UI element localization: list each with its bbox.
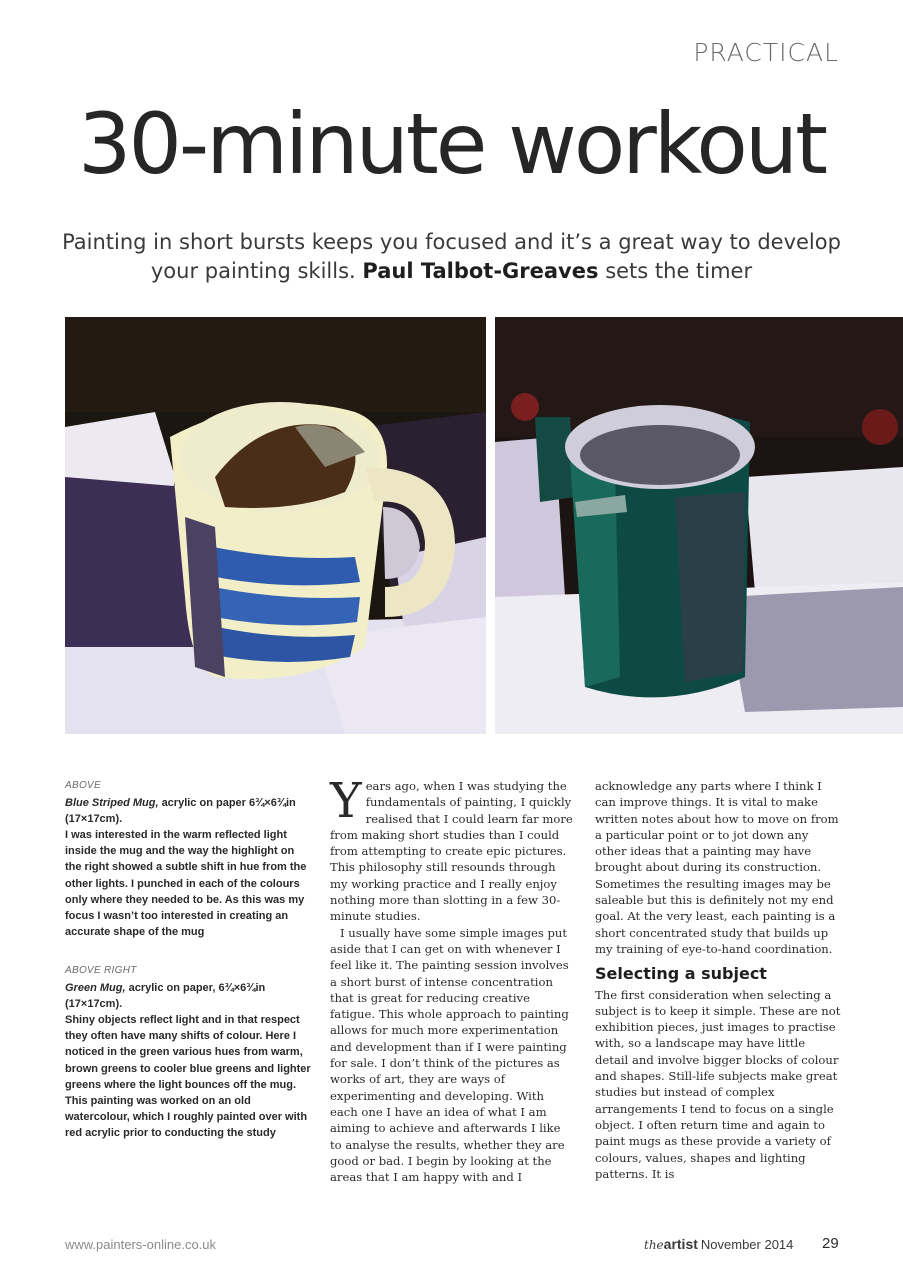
standfirst	[40, 228, 863, 286]
standfirst-tail: sets the timer	[605, 259, 753, 283]
painting-blue-striped-mug	[65, 317, 486, 734]
caption-body: I was interested in the warm reflected light inside the mug and the way the highlight on the right showed a subtle shift in hue from the other lights. I punched in each of the colours only where they needed to be. As this was my focus I wasn’t too interested in creating an accurate shape of the mug	[65, 829, 307, 939]
artwork-title: Green Mug,	[65, 982, 126, 994]
author-name: Paul Talbot-Greaves	[362, 259, 599, 283]
section-label: PRACTICAL	[693, 38, 839, 67]
artwork-title: Blue Striped Mug,	[65, 797, 159, 809]
footer-website: www.painters-online.co.uk	[65, 1237, 217, 1252]
page-number: 29	[822, 1235, 839, 1252]
issue-date: November 2014	[700, 1237, 794, 1252]
caption-title	[65, 980, 313, 1012]
artwork-medium: acrylic on paper, 6¾×6¾in (17×17cm).	[65, 982, 266, 1010]
magazine-logo-artist: artist	[663, 1236, 698, 1252]
caption-tag: ABOVE RIGHT	[65, 965, 137, 976]
caption-above-right	[65, 965, 313, 1142]
standfirst-text: Painting in short bursts keeps you focused and it’s a great way to develop your painting skills.	[62, 230, 841, 283]
article-paragraph: The first consideration when selecting a subject is to keep it simple. These are not exhibition pieces, just images to practise with, so a landscape may have little detail and involve bigger blocks of colour and shapes. Still-life subjects make great studies but instead of complex arrangements I tend to focus on a single object. I often return time and again to paint mugs as these provide a variety of colours, values, shapes and lighting patterns. It is	[595, 987, 841, 1181]
article-paragraph: I usually have some simple images put aside that I can get on with whenever I feel like it. The painting session involves a short burst of intense concentration that is great for reducing creative fatigue. This whole approach to painting allows for much more experimentation and development than if I were painting for sale. I don’t think of the pictures as works of art, they are ways of experimenting and developing. With each one I have an idea of what I am aiming to achieve and afterwards I like to analyse the results, whether they are good or bad. I begin by looking at the areas that I am happy with and I	[330, 925, 569, 1185]
caption-tag: ABOVE	[65, 780, 101, 791]
article-column-2	[595, 778, 841, 1182]
magazine-logo-the: the	[644, 1238, 664, 1252]
caption-title	[65, 795, 313, 827]
footer-magazine	[644, 1236, 793, 1252]
caption-body: Shiny objects reflect light and in that respect they often have many shifts of colour. Here I noticed in the green various hues from warm, brown greens to cooler blue greens and lighter greens where the light bounces off the mug. This painting was worked on an old watercolour, which I roughly painted over with red acrylic prior to conducting the study	[65, 1014, 311, 1140]
painting-green-mug	[495, 317, 903, 734]
paragraph-text: ears ago, when I was studying the fundamentals of painting, I quickly realised that I could learn far more from making short studies than I could from attempting to create epic pictures. This philosophy still resounds through my working practice and I really enjoy nothing more than slotting in a few 30-minute studies.	[330, 779, 573, 924]
article-paragraph	[330, 773, 575, 925]
article-column-1	[330, 773, 575, 1185]
artwork-medium: acrylic on paper 6¾×6¾in (17×17cm).	[65, 797, 296, 825]
article-paragraph: acknowledge any parts where I think I can improve things. It is vital to make written notes about how to move on from a particular point or to jot down any other ideas that a painting may have brought about during its construction. Sometimes the resulting images may be saleable but this is definitely not my end goal. At the very least, each painting is a short concentrated study that builds up my training of eye-to-hand coordination.	[595, 779, 839, 956]
drop-cap: Y	[330, 773, 362, 829]
caption-above	[65, 780, 313, 940]
subheading: Selecting a subject	[595, 964, 767, 984]
article-headline: 30-minute workout	[78, 95, 825, 193]
